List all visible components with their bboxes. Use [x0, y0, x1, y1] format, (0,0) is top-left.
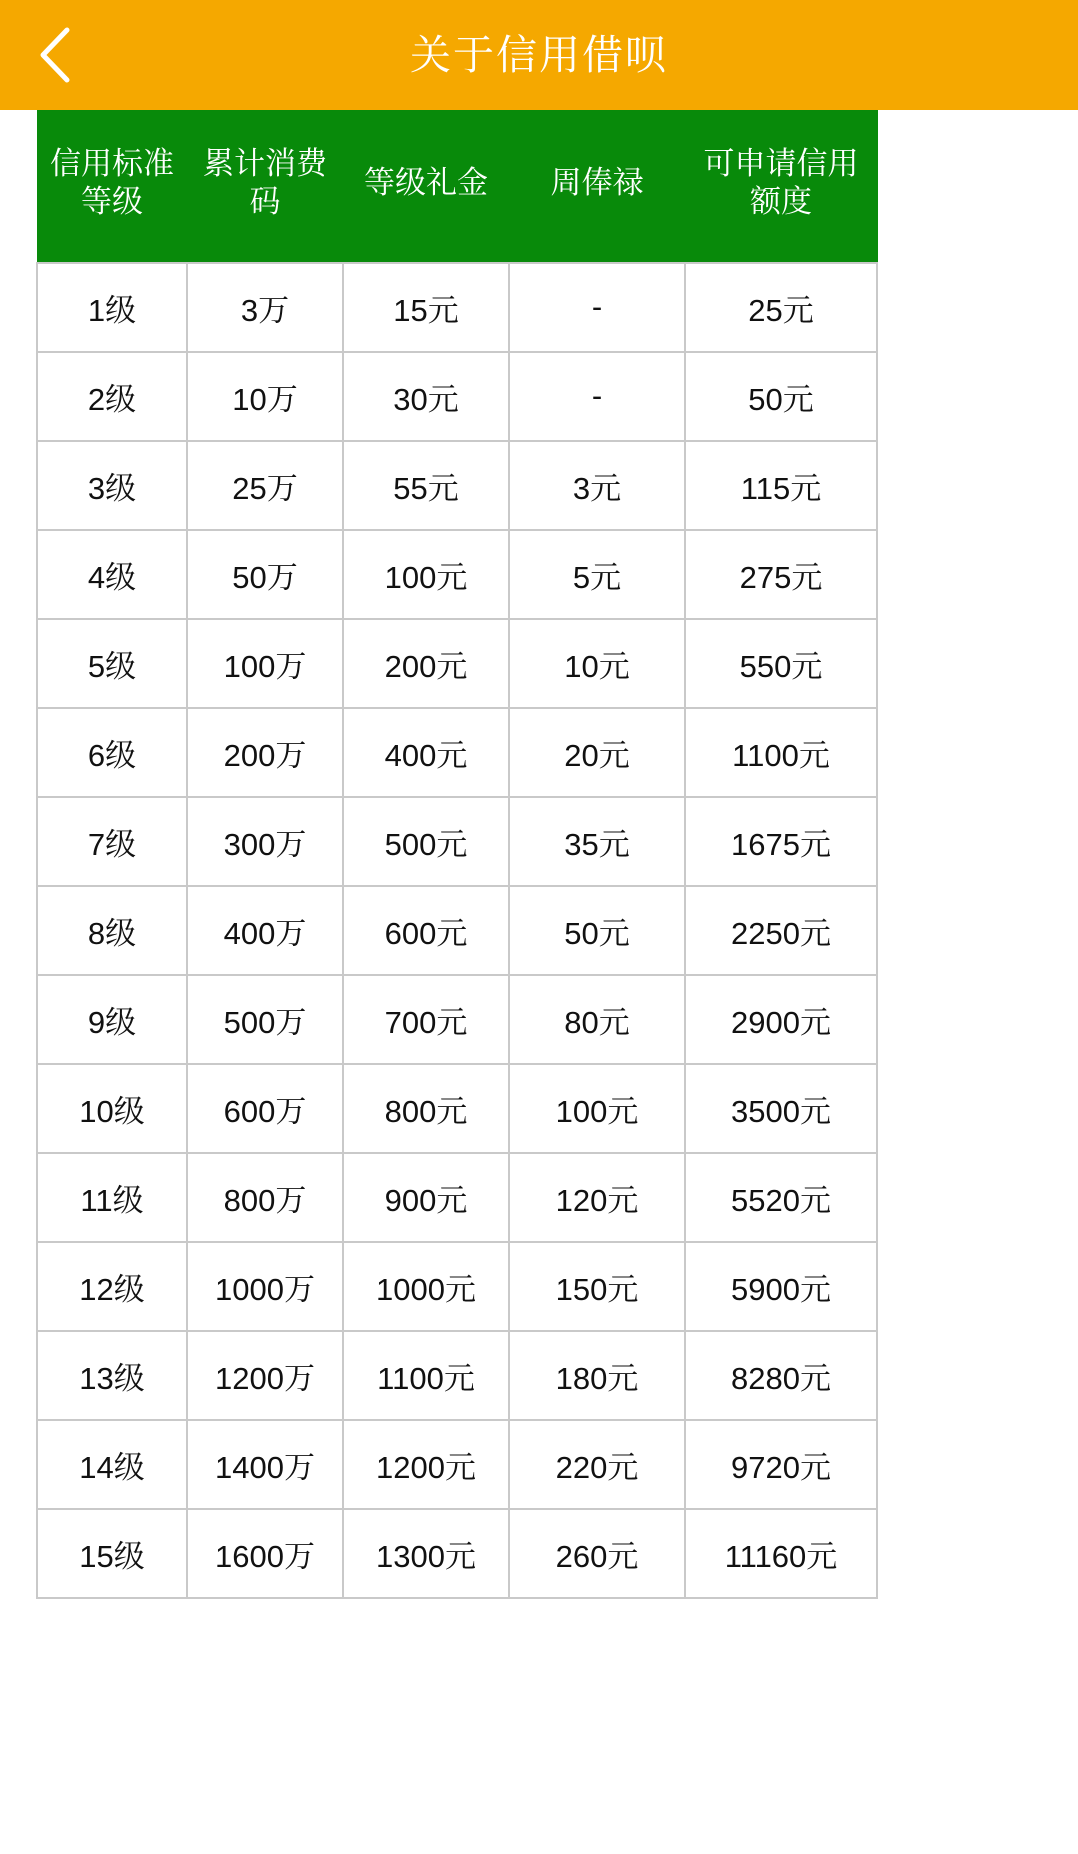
cell-weekly: 3元: [509, 441, 685, 530]
cell-consumption: 1000万: [187, 1242, 343, 1331]
cell-gift: 1200元: [343, 1420, 509, 1509]
cell-grade: 6级: [37, 708, 187, 797]
cell-credit-limit: 25元: [685, 263, 877, 352]
cell-credit-limit: 275元: [685, 530, 877, 619]
cell-grade: 12级: [37, 1242, 187, 1331]
cell-gift: 1100元: [343, 1331, 509, 1420]
cell-gift: 600元: [343, 886, 509, 975]
cell-credit-limit: 5900元: [685, 1242, 877, 1331]
cell-credit-limit: 50元: [685, 352, 877, 441]
cell-weekly: 10元: [509, 619, 685, 708]
cell-gift: 700元: [343, 975, 509, 1064]
cell-consumption: 25万: [187, 441, 343, 530]
cell-credit-limit: 3500元: [685, 1064, 877, 1153]
table-row: [37, 1420, 877, 1509]
cell-weekly: 80元: [509, 975, 685, 1064]
cell-consumption: 500万: [187, 975, 343, 1064]
cell-grade: 14级: [37, 1420, 187, 1509]
table-row: [37, 797, 877, 886]
table-header-row: [37, 105, 877, 263]
table-row: [37, 619, 877, 708]
cell-consumption: 50万: [187, 530, 343, 619]
cell-consumption: 3万: [187, 263, 343, 352]
cell-grade: 2级: [37, 352, 187, 441]
table-row: [37, 1153, 877, 1242]
cell-gift: 1000元: [343, 1242, 509, 1331]
cell-consumption: 600万: [187, 1064, 343, 1153]
cell-credit-limit: 550元: [685, 619, 877, 708]
cell-gift: 15元: [343, 263, 509, 352]
cell-weekly: 260元: [509, 1509, 685, 1598]
cell-weekly: -: [509, 263, 685, 352]
cell-credit-limit: 115元: [685, 441, 877, 530]
cell-credit-limit: 11160元: [685, 1509, 877, 1598]
table-body: [37, 263, 877, 1598]
cell-grade: 8级: [37, 886, 187, 975]
cell-consumption: 200万: [187, 708, 343, 797]
table-row: [37, 1242, 877, 1331]
cell-weekly: 120元: [509, 1153, 685, 1242]
cell-consumption: 1600万: [187, 1509, 343, 1598]
cell-weekly: -: [509, 352, 685, 441]
column-header-consumption: 累计消费码: [187, 105, 343, 263]
cell-weekly: 100元: [509, 1064, 685, 1153]
column-header-credit-limit: 可申请信用额度: [685, 105, 877, 263]
cell-consumption: 300万: [187, 797, 343, 886]
back-button[interactable]: [0, 0, 110, 110]
table-row: [37, 530, 877, 619]
cell-grade: 11级: [37, 1153, 187, 1242]
cell-weekly: 35元: [509, 797, 685, 886]
cell-grade: 5级: [37, 619, 187, 708]
cell-weekly: 20元: [509, 708, 685, 797]
credit-grade-table: [36, 104, 878, 1599]
cell-gift: 55元: [343, 441, 509, 530]
grade-table-container: [36, 104, 876, 1599]
table-row: [37, 1509, 877, 1598]
cell-consumption: 800万: [187, 1153, 343, 1242]
table-row: [37, 1064, 877, 1153]
cell-grade: 9级: [37, 975, 187, 1064]
chevron-left-icon: [35, 24, 75, 86]
cell-credit-limit: 1100元: [685, 708, 877, 797]
page-title: 关于信用借呗: [410, 32, 668, 78]
cell-consumption: 1400万: [187, 1420, 343, 1509]
cell-grade: 15级: [37, 1509, 187, 1598]
cell-credit-limit: 2250元: [685, 886, 877, 975]
cell-gift: 30元: [343, 352, 509, 441]
cell-gift: 400元: [343, 708, 509, 797]
cell-grade: 13级: [37, 1331, 187, 1420]
cell-gift: 500元: [343, 797, 509, 886]
cell-credit-limit: 5520元: [685, 1153, 877, 1242]
cell-grade: 7级: [37, 797, 187, 886]
cell-gift: 200元: [343, 619, 509, 708]
table-row: [37, 441, 877, 530]
cell-gift: 900元: [343, 1153, 509, 1242]
cell-consumption: 400万: [187, 886, 343, 975]
cell-grade: 1级: [37, 263, 187, 352]
cell-credit-limit: 9720元: [685, 1420, 877, 1509]
cell-weekly: 180元: [509, 1331, 685, 1420]
column-header-grade: 信用标准等级: [37, 105, 187, 263]
cell-consumption: 1200万: [187, 1331, 343, 1420]
cell-consumption: 100万: [187, 619, 343, 708]
cell-weekly: 150元: [509, 1242, 685, 1331]
cell-weekly: 50元: [509, 886, 685, 975]
cell-credit-limit: 8280元: [685, 1331, 877, 1420]
cell-weekly: 220元: [509, 1420, 685, 1509]
table-row: [37, 352, 877, 441]
cell-grade: 10级: [37, 1064, 187, 1153]
cell-gift: 800元: [343, 1064, 509, 1153]
table-row: [37, 886, 877, 975]
cell-grade: 4级: [37, 530, 187, 619]
cell-gift: 100元: [343, 530, 509, 619]
column-header-weekly: 周俸禄: [509, 105, 685, 263]
cell-consumption: 10万: [187, 352, 343, 441]
cell-weekly: 5元: [509, 530, 685, 619]
cell-credit-limit: 1675元: [685, 797, 877, 886]
cell-gift: 1300元: [343, 1509, 509, 1598]
table-row: [37, 975, 877, 1064]
table-row: [37, 708, 877, 797]
table-row: [37, 263, 877, 352]
cell-grade: 3级: [37, 441, 187, 530]
table-row: [37, 1331, 877, 1420]
cell-credit-limit: 2900元: [685, 975, 877, 1064]
column-header-gift: 等级礼金: [343, 105, 509, 263]
app-header: [0, 0, 1078, 110]
